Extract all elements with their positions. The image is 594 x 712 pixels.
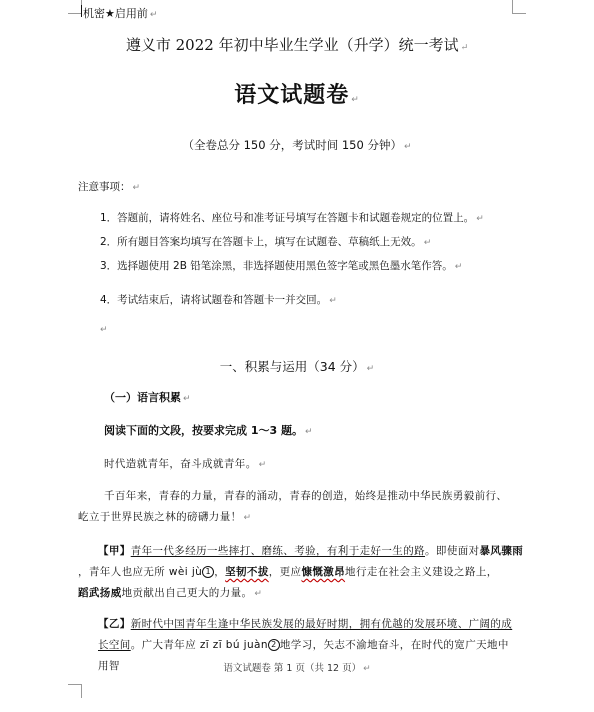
crop-mark-top-right — [512, 0, 526, 18]
passage-paragraph-2-line-2: 屹立于世界民族之林的磅礴力量！ ↵ — [78, 511, 252, 523]
passage-paragraph-2-line-2-text: 屹立于世界民族之林的磅礴力量！ — [78, 511, 242, 523]
score-note: （全卷总分 150 分，考试时间 150 分钟） ↵ — [182, 138, 412, 152]
paper-title: 语文试题卷 ↵ — [234, 83, 360, 108]
empty-paragraph-mark: ↵ — [100, 325, 108, 335]
yi-underlined-sentence: 新时代中国青年生逢中华民族发展的最好时期，拥有优越的发展环境、广阔的成长空间 — [98, 618, 513, 651]
blank-number-1: 1 — [202, 566, 214, 578]
jia-bold-term-1: 暴风骤雨 — [479, 545, 524, 557]
score-note-text: （全卷总分 150 分，考试时间 150 分钟） — [182, 138, 402, 152]
jia-text-after: 。即使面对 — [425, 545, 480, 557]
jia-paragraph-line-3: 蹈武扬威地贡献出自己更大的力量。 ↵ — [78, 587, 263, 599]
jia-text-line-2a: ，青年人也应无所 wèi jù — [78, 566, 203, 578]
notice-item-2-text: 2．所有题目答案均填写在答题卡上，填写在试题卷、草稿纸上无效。 — [100, 236, 422, 248]
jia-text-line-2c: ，更应 — [268, 566, 302, 578]
section-heading: 一、积累与运用（34 分） ↵ — [219, 359, 375, 374]
jia-paragraph-line-1 — [98, 543, 523, 558]
notice-item-3-text: 3．选择题使用 2B 铅笔涂黑，非选择题使用黑色签字笔或黑色墨水笔作答。 — [100, 260, 453, 272]
secret-mark: 机密★启用前 ↵ — [83, 7, 158, 20]
text-cursor — [81, 5, 82, 17]
notice-item-2: 2．所有题目答案均填写在答题卡上，填写在试题卷、草稿纸上无效。 ↵ — [100, 236, 432, 248]
crop-mark-bottom-left — [68, 678, 82, 698]
page-footer-text: 语文试题卷 第 1 页（共 12 页） — [223, 663, 362, 674]
jia-text-line-2b: ， — [214, 566, 226, 578]
blank-number-2: 2 — [268, 639, 280, 651]
jia-text-line-3: 地贡献出自己更大的力量。 — [121, 587, 253, 599]
jia-bold-term-3: 慷慨激昂 — [301, 566, 346, 578]
passage-line-1: 时代造就青年，奋斗成就青年。 ↵ — [104, 458, 267, 470]
jia-underlined-sentence: 青年一代多经历一些摔打、磨练、考验，有利于走好一生的路 — [130, 545, 426, 557]
notice-item-1-text: 1．答题前，请将姓名、座位号和准考证号填写在答题卡和试题卷规定的位置上。 — [100, 212, 475, 224]
passage-paragraph-2-line-1 — [104, 488, 507, 503]
jia-text-line-2d: 地行走在社会主义建设之路上， — [345, 566, 498, 578]
subsection-heading: （一）语言积累 ↵ — [104, 391, 191, 404]
section-heading-text: 一、积累与运用（34 分） — [219, 359, 365, 374]
exam-title: 遵义市 2022 年初中毕业生学业（升学）统一考试 ↵ — [125, 36, 469, 54]
paper-title-text: 语文试题卷 — [234, 83, 350, 108]
notice-item-1: 1．答题前，请将姓名、座位号和准考证号填写在答题卡和试题卷规定的位置上。 ↵ — [100, 212, 484, 224]
jia-bold-term-4: 蹈武扬威 — [78, 587, 122, 599]
instruction-text: 阅读下面的文段，按要求完成 1～3 题。 — [104, 424, 303, 437]
yi-text-after: 。广大青年应 zī zī bú juàn — [130, 639, 268, 651]
jia-paragraph-line-2 — [78, 564, 498, 579]
jia-tag: 【甲】 — [98, 545, 131, 557]
subsection-heading-text: （一）语言积累 — [104, 391, 181, 404]
exam-title-text: 遵义市 2022 年初中毕业生学业（升学）统一考试 — [125, 36, 459, 54]
crop-mark-top-left — [68, 0, 82, 18]
jia-bold-term-2: 坚韧不拔 — [225, 566, 269, 578]
passage-paragraph-2-line-1-text: 千百年来，青春的力量，青春的涌动，青春的创造，始终是推动中华民族勇毅前行、 — [104, 490, 508, 502]
page-footer: 语文试题卷 第 1 页（共 12 页） ↵ — [223, 663, 371, 674]
notice-heading: 注意事项： ↵ — [78, 181, 141, 193]
notice-item-3: 3．选择题使用 2B 铅笔涂黑，非选择题使用黑色签字笔或黑色墨水笔作答。 ↵ — [100, 260, 463, 272]
notice-item-4: 4．考试结束后，请将试题卷和答题卡一并交回。 ↵ — [100, 294, 337, 306]
passage-line-1-text: 时代造就青年，奋斗成就青年。 — [104, 458, 257, 470]
notice-heading-text: 注意事项： — [78, 181, 131, 193]
notice-item-4-text: 4．考试结束后，请将试题卷和答题卡一并交回。 — [100, 294, 328, 306]
yi-text-after-2: 地学习，矢志不渝地奋斗，在时代的宽广天地中用智 — [98, 639, 509, 672]
secret-mark-text: 机密★启用前 — [83, 7, 148, 20]
yi-tag: 【乙】 — [98, 618, 131, 630]
instruction: 阅读下面的文段，按要求完成 1～3 题。 ↵ — [104, 424, 313, 437]
